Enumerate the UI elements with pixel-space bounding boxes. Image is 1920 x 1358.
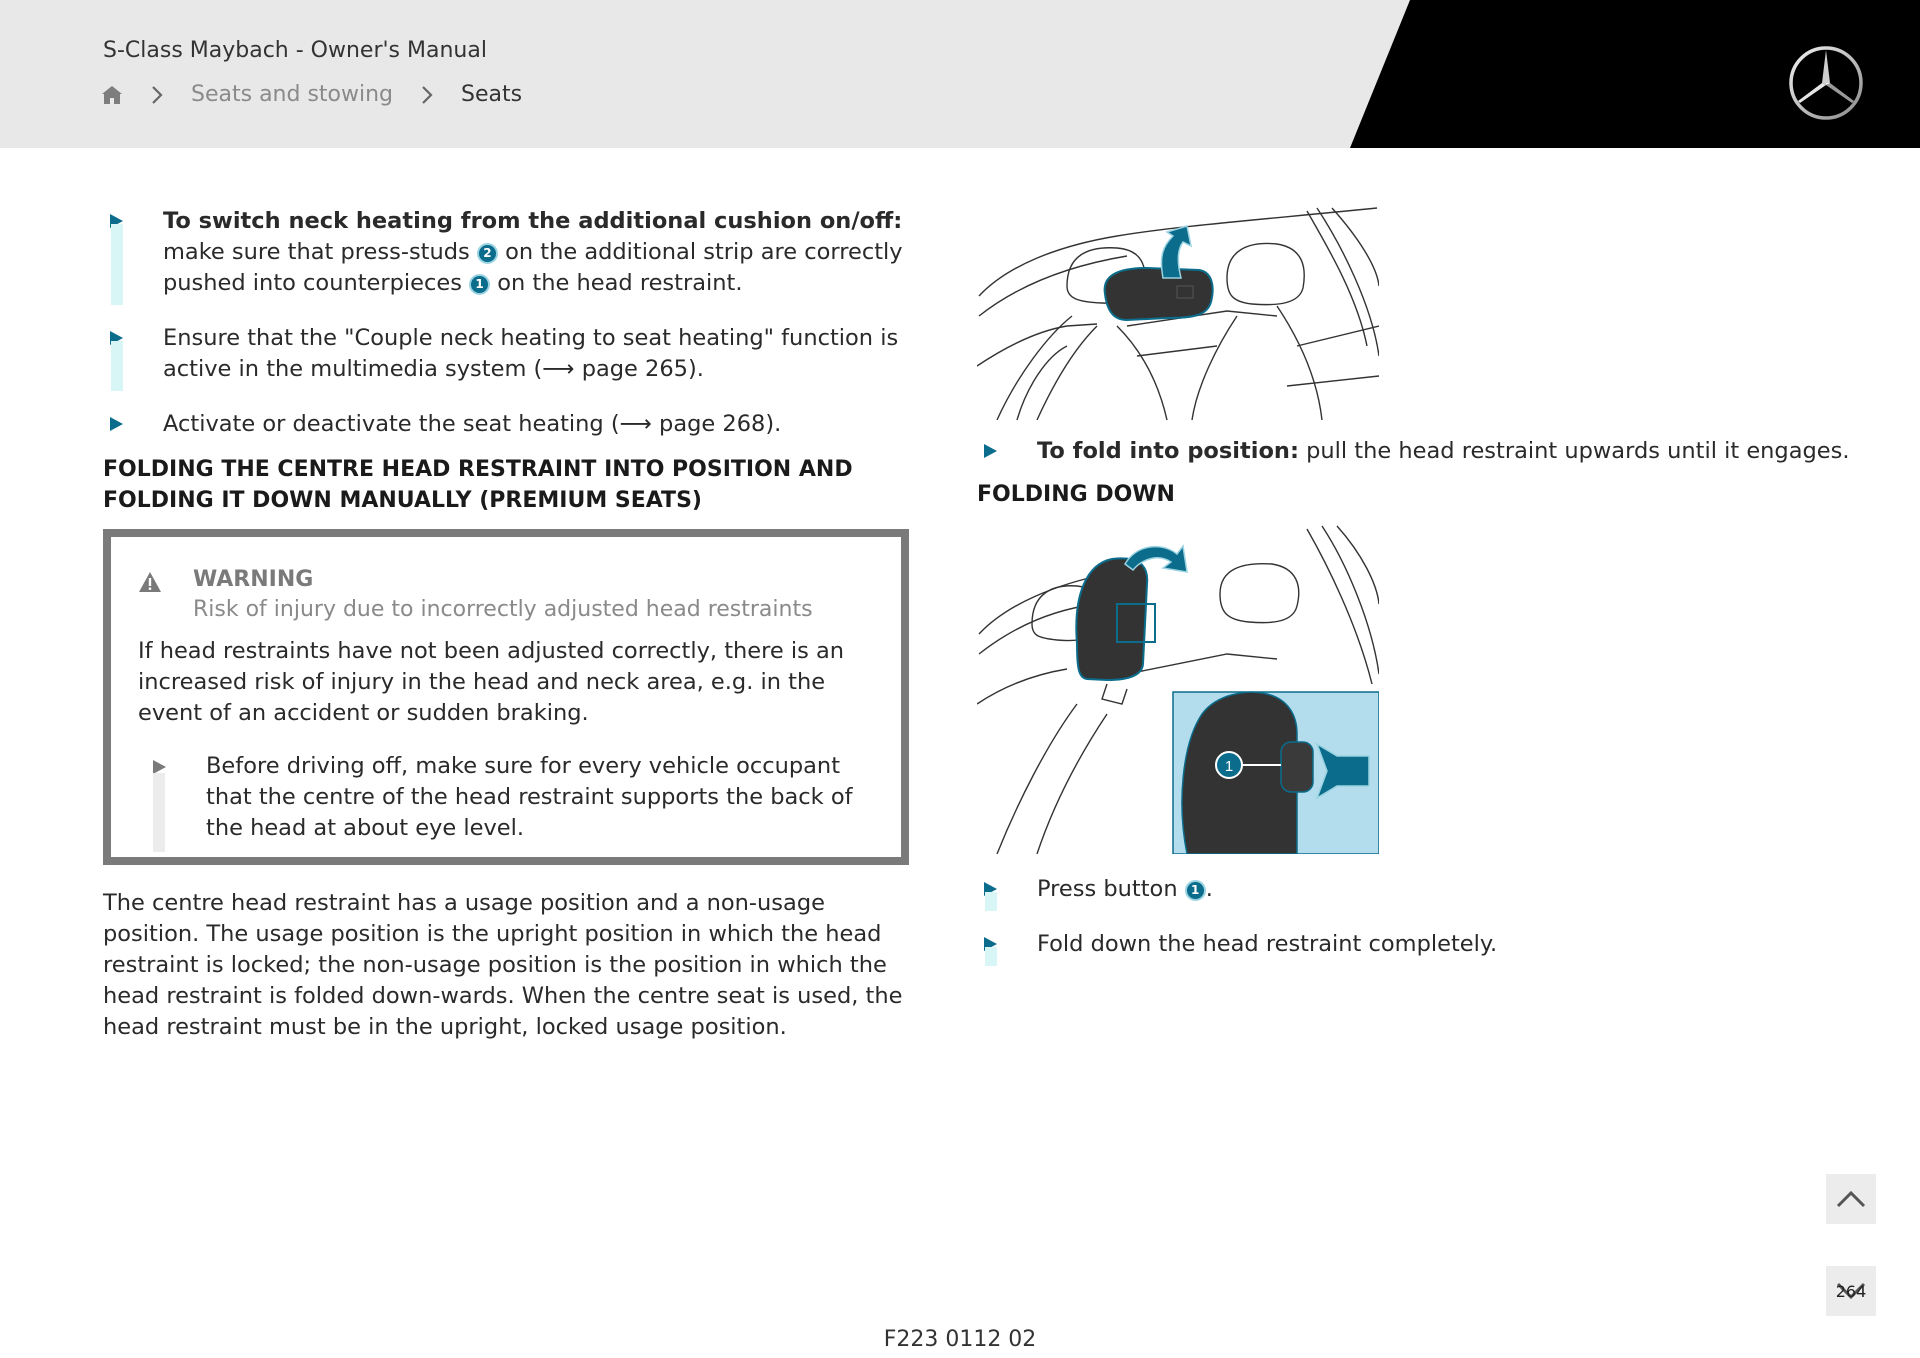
instruction-step-couple-neck-heating (103, 323, 909, 385)
step-bar (985, 892, 997, 911)
step-text: on the head restraint. (490, 270, 743, 296)
section-heading-folding-centre: FOLDING THE CENTRE HEAD RESTRAINT INTO POSITION AND FOLDING IT DOWN MANUALLY (PREMIUM SEATS) (103, 457, 853, 513)
step-bar (153, 773, 165, 852)
page-header (0, 0, 1920, 148)
step-text: pull the head restraint upwards until it engages. (1298, 438, 1850, 464)
step-text: Ensure that the "Couple neck heating to seat heating" function is active in the multimedia system (⟶ page 265). (163, 325, 899, 382)
step-arrow-icon (110, 417, 123, 431)
mercedes-star-logo-icon (1788, 45, 1864, 125)
step-arrow-icon (984, 444, 997, 458)
callout-number-2: 2 (477, 243, 498, 264)
instruction-step-press-button (977, 874, 1857, 905)
callout-number-1: 1 (1185, 880, 1206, 901)
instruction-step-seat-heating (103, 409, 909, 440)
warning-subtitle: Risk of injury due to incorrectly adjusted head restraints (193, 597, 813, 622)
instruction-step-fold-down (977, 929, 1857, 960)
step-bold-label: To fold into position: (1037, 438, 1299, 464)
scroll-up-button[interactable] (1826, 1174, 1876, 1224)
step-text: Activate or deactivate the seat heating (⟶ page 268). (163, 411, 782, 437)
step-text: on the additional strip are correctly pushed into counterpieces (163, 239, 903, 296)
step-bold-label: To switch neck heating from the additional cushion on/off: (163, 208, 903, 234)
step-text: Fold down the head restraint completely. (1037, 931, 1498, 957)
left-column (103, 200, 909, 516)
step-bar (985, 947, 997, 966)
step-bar (111, 224, 123, 305)
warning-instruction-step (146, 751, 866, 844)
chevron-right-icon (421, 85, 433, 105)
instruction-step-neck-heating (103, 206, 909, 299)
page-number: 264 (1835, 1282, 1867, 1301)
warning-body: If head restraints have not been adjusted correctly, there is an increased risk of injury in the head and neck area, e.g. in the event of an accident or sudden braking. (138, 638, 845, 726)
step-text: make sure that press-studs (163, 239, 477, 265)
section-heading-folding-down: FOLDING DOWN (977, 482, 1175, 507)
step-bar (111, 341, 123, 391)
step-arrow-icon (153, 760, 166, 774)
document-title: S-Class Maybach - Owner's Manual (103, 38, 487, 63)
step-text: Before driving off, make sure for every vehicle occupant that the centre of the head restraint supports the back of the head at about eye level. (206, 753, 853, 841)
home-icon[interactable] (101, 84, 123, 106)
callout-number-1: 1 (1224, 758, 1234, 775)
illustration-folding-down (977, 524, 1379, 854)
instruction-step-fold-into-position (977, 436, 1857, 467)
right-column (977, 200, 1857, 960)
breadcrumb-current: Seats (461, 82, 523, 107)
breadcrumb-link-seats-and-stowing[interactable]: Seats and stowing (191, 82, 394, 107)
chevron-up-icon (1836, 1190, 1866, 1208)
body-paragraph-usage-position: The centre head restraint has a usage position and a non-usage position. The usage position is the upright position in which the head restraint is locked; the non-usage position is the position in which the head restraint is folded down-wards. When the centre seat is used, the head restraint must be in the upright, locked usage position. (103, 890, 903, 1040)
warning-triangle-icon (138, 571, 162, 597)
breadcrumb (101, 82, 522, 107)
chevron-right-icon (151, 85, 163, 105)
step-text: . (1205, 876, 1213, 902)
warning-box (103, 529, 909, 865)
illustration-fold-into-position (977, 206, 1379, 420)
document-code: F223 0112 02 (883, 1327, 1037, 1352)
callout-number-1: 1 (469, 274, 490, 295)
step-text: Press button (1037, 876, 1185, 902)
warning-title: WARNING (193, 567, 314, 592)
